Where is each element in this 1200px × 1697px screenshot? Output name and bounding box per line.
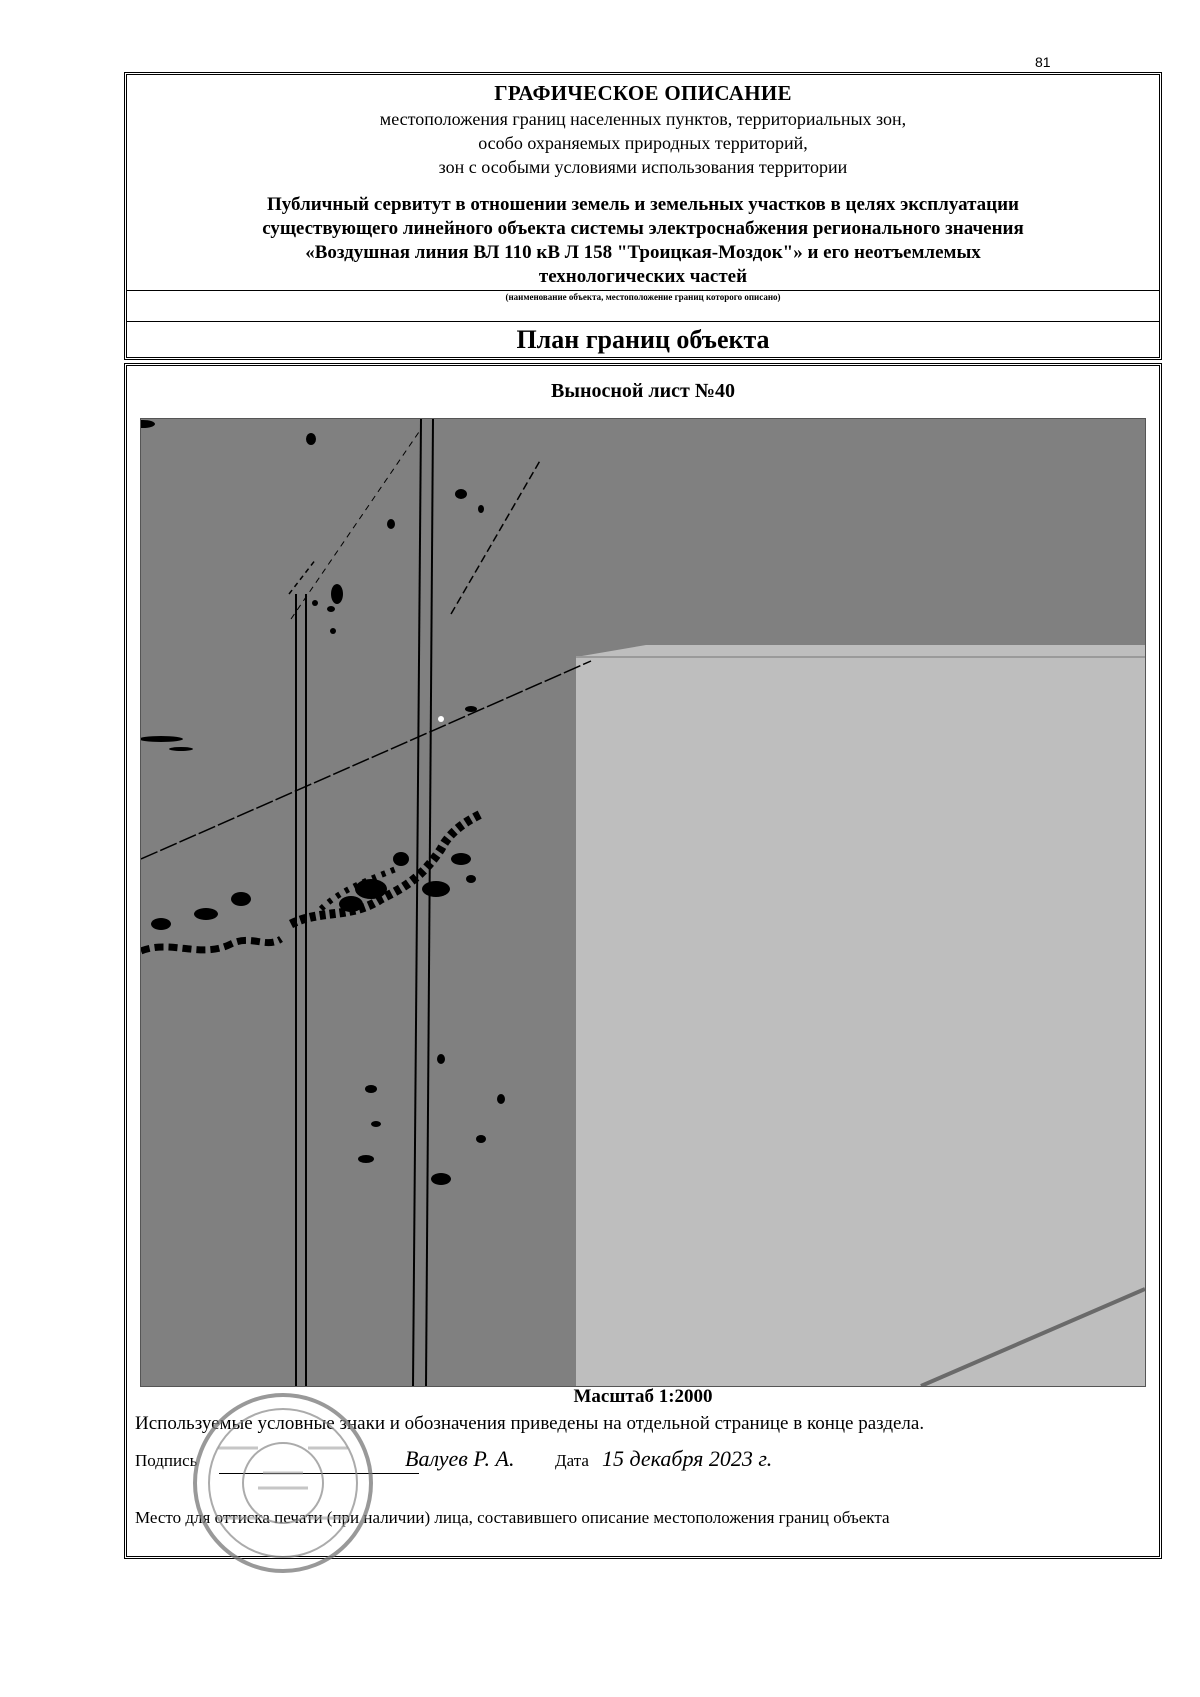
power-line	[141, 661, 591, 859]
document-subtitle	[127, 107, 1159, 179]
subtitle-line: особо охраняемых природных территорий,	[478, 133, 808, 153]
boundary-line	[426, 419, 433, 1386]
object-name	[167, 193, 1119, 289]
subtitle-line: зон с особыми условиями использования территории	[438, 157, 848, 177]
subtitle-line: местоположения границ населенных пунктов, территориальных зон,	[379, 109, 907, 129]
object-name-line: существующего линейного объекта системы электроснабжения регионального значения	[262, 218, 1024, 239]
object-name-line: Публичный сервитут в отношении земель и земельных участков в целях эксплуатации	[267, 194, 1019, 215]
object-name-line: технологических частей	[538, 266, 748, 287]
header-divider	[127, 321, 1159, 322]
seal-stamp	[188, 1388, 378, 1578]
body-frame	[124, 363, 1162, 1559]
survey-point	[330, 628, 336, 634]
vegetation-speckle	[141, 939, 281, 951]
survey-point	[438, 716, 444, 722]
object-caption: (наименование объекта, местоположение границ которого описано)	[505, 292, 781, 302]
page-number: 81	[1035, 54, 1051, 70]
plan-title: План границ объекта	[516, 325, 770, 354]
document-title: ГРАФИЧЕСКОЕ ОПИСАНИЕ	[494, 81, 792, 105]
date-value: 15 декабря 2023 г.	[602, 1446, 773, 1471]
boundary-line	[291, 429, 421, 619]
signature-label: Подпись	[135, 1451, 198, 1470]
boundary-line	[413, 419, 421, 1386]
object-name-line: «Воздушная линия ВЛ 110 кВ Л 158 "Троицкая-Моздок"» и его неотъемлемых	[305, 242, 981, 263]
header-frame	[124, 72, 1162, 360]
sheet-title: Выносной лист №40	[551, 380, 735, 402]
survey-point	[312, 600, 318, 606]
boundary-map	[140, 418, 1146, 1387]
seal-note: Место для оттиска печати (при наличии) лица, составившего описание местоположения границ объекта	[135, 1508, 890, 1527]
light-parcel-area	[576, 645, 1145, 1386]
vegetation-blobs	[141, 420, 505, 1185]
map-scale: Масштаб 1:2000	[573, 1386, 713, 1407]
legend-note: Используемые условные знаки и обозначения приведены на отдельной странице в конце раздела.	[135, 1413, 925, 1434]
date-label: Дата	[555, 1451, 589, 1470]
header-divider	[127, 290, 1159, 291]
map-drawing	[141, 419, 1145, 1386]
signer-name: Валуев Р. А.	[405, 1446, 515, 1471]
boundary-line	[451, 459, 541, 614]
